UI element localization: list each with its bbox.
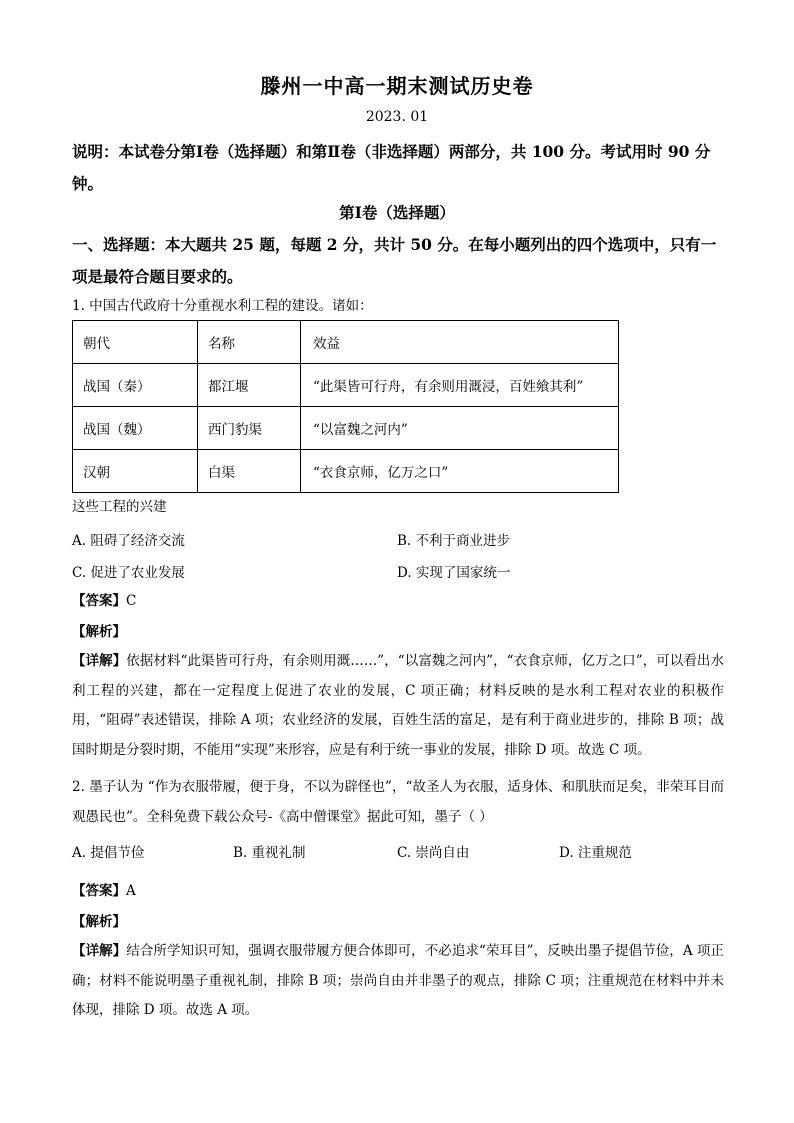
q1-answer: [72, 587, 724, 615]
detail-text: 结合所学知识可知，强调衣服带履方便合体即可，不必追求“荣耳目”，反映出墨子提倡节俭，A 项正确；材料不能说明墨子重视礼制，排除 B 项；崇尚自由并非墨子的观点，排除 C 项；注重规范在材料中并未体现，排除 D 项。故选 A 项。: [72, 943, 725, 1018]
q1-option-b[interactable]: B. 不利于商业进步: [397, 533, 511, 549]
detail-tag: 【详解】: [72, 653, 127, 669]
detail-text: 依据材料“此渠皆可行舟，有余则用溉……”，“以富魏之河内”，“衣食京师，亿万之口”，可以看出水利工程的兴建，都在一定程度上促进了农业的发展，C 项正确；材料反映的是水利工程对农业的积极作用，“阻碍”表述错误，排除 A 项；农业经济的发展，百姓生活的富足，是有利于商业进步的，排除 B 项；战国时期是分裂时期，不能用“实现”来形容，应是有利于统一事业的发展，排除 D 项。故选 C 项。: [72, 653, 724, 758]
exam-instructions: 说明：本试卷分第Ⅰ卷（选择题）和第Ⅱ卷（非选择题）两部分，共 100 分。考试用时 90 分钟。: [72, 142, 711, 193]
q1-table: [72, 320, 619, 493]
table-cell: “以富魏之河内”: [301, 407, 619, 450]
detail-tag: 【详解】: [72, 943, 127, 959]
table-header-cell: 效益: [301, 321, 619, 364]
table-cell: 都江堰: [198, 364, 301, 407]
table-cell: “衣食京师，亿万之口”: [301, 450, 619, 493]
answer-value: A: [126, 883, 136, 899]
answer-tag: 【答案】: [72, 593, 126, 609]
table-header-row: [73, 321, 619, 364]
exam-title: 滕州一中高一期末测试历史卷: [260, 74, 534, 98]
answer-tag: 【答案】: [72, 883, 126, 899]
q2-option-b[interactable]: B. 重视礼制: [233, 845, 306, 861]
table-cell: 战国（魏）: [73, 407, 198, 450]
q2-stem: 2. 墨子认为 “作为衣服带履，便于身，不以为辟怪也”，“故圣人为衣服，适身体、和肌肤而足矣，非荣耳目而观愚民也”。全科免费下载公众号-《高中僧课堂》据此可知，墨子（ ）: [72, 779, 724, 825]
q2-analysis-tag: 【解析】: [72, 914, 126, 930]
exam-date: 2023. 01: [365, 109, 429, 125]
table-row: [73, 407, 619, 450]
part-title: 一、选择题：本大题共 25 题，每题 2 分，共计 50 分。在每小题列出的四个选项中，只有一项是最符合题目要求的。: [72, 235, 717, 286]
q1-option-c[interactable]: C. 促进了农业发展: [72, 565, 185, 581]
q1-tail: 这些工程的兴建: [72, 499, 167, 515]
table-cell: 西门豹渠: [198, 407, 301, 450]
q2-option-c[interactable]: C. 崇尚自由: [397, 845, 470, 861]
q1-analysis-tag: 【解析】: [72, 624, 126, 640]
table-row: [73, 364, 619, 407]
table-header-cell: 名称: [198, 321, 301, 364]
q1-option-a[interactable]: A. 阻碍了经济交流: [72, 533, 185, 549]
section-title: 第Ⅰ卷（选择题）: [339, 203, 455, 222]
q1-detail: [72, 647, 724, 765]
q2-detail: [72, 937, 724, 1026]
table-cell: 战国（秦）: [73, 364, 198, 407]
table-cell: 白渠: [198, 450, 301, 493]
q2-option-a[interactable]: A. 提倡节俭: [72, 845, 145, 861]
table-header-cell: 朝代: [73, 321, 198, 364]
q1-stem: 1. 中国古代政府十分重视水利工程的建设。诸如：: [72, 298, 373, 314]
q2-answer: [72, 877, 724, 905]
q2-option-d[interactable]: D. 注重规范: [559, 845, 632, 861]
table-row: [73, 450, 619, 493]
table-cell: “此渠皆可行舟，有余则用溉浸，百姓飨其利”: [301, 364, 619, 407]
q1-option-d[interactable]: D. 实现了国家统一: [397, 565, 511, 581]
answer-value: C: [126, 593, 137, 609]
table-cell: 汉朝: [73, 450, 198, 493]
